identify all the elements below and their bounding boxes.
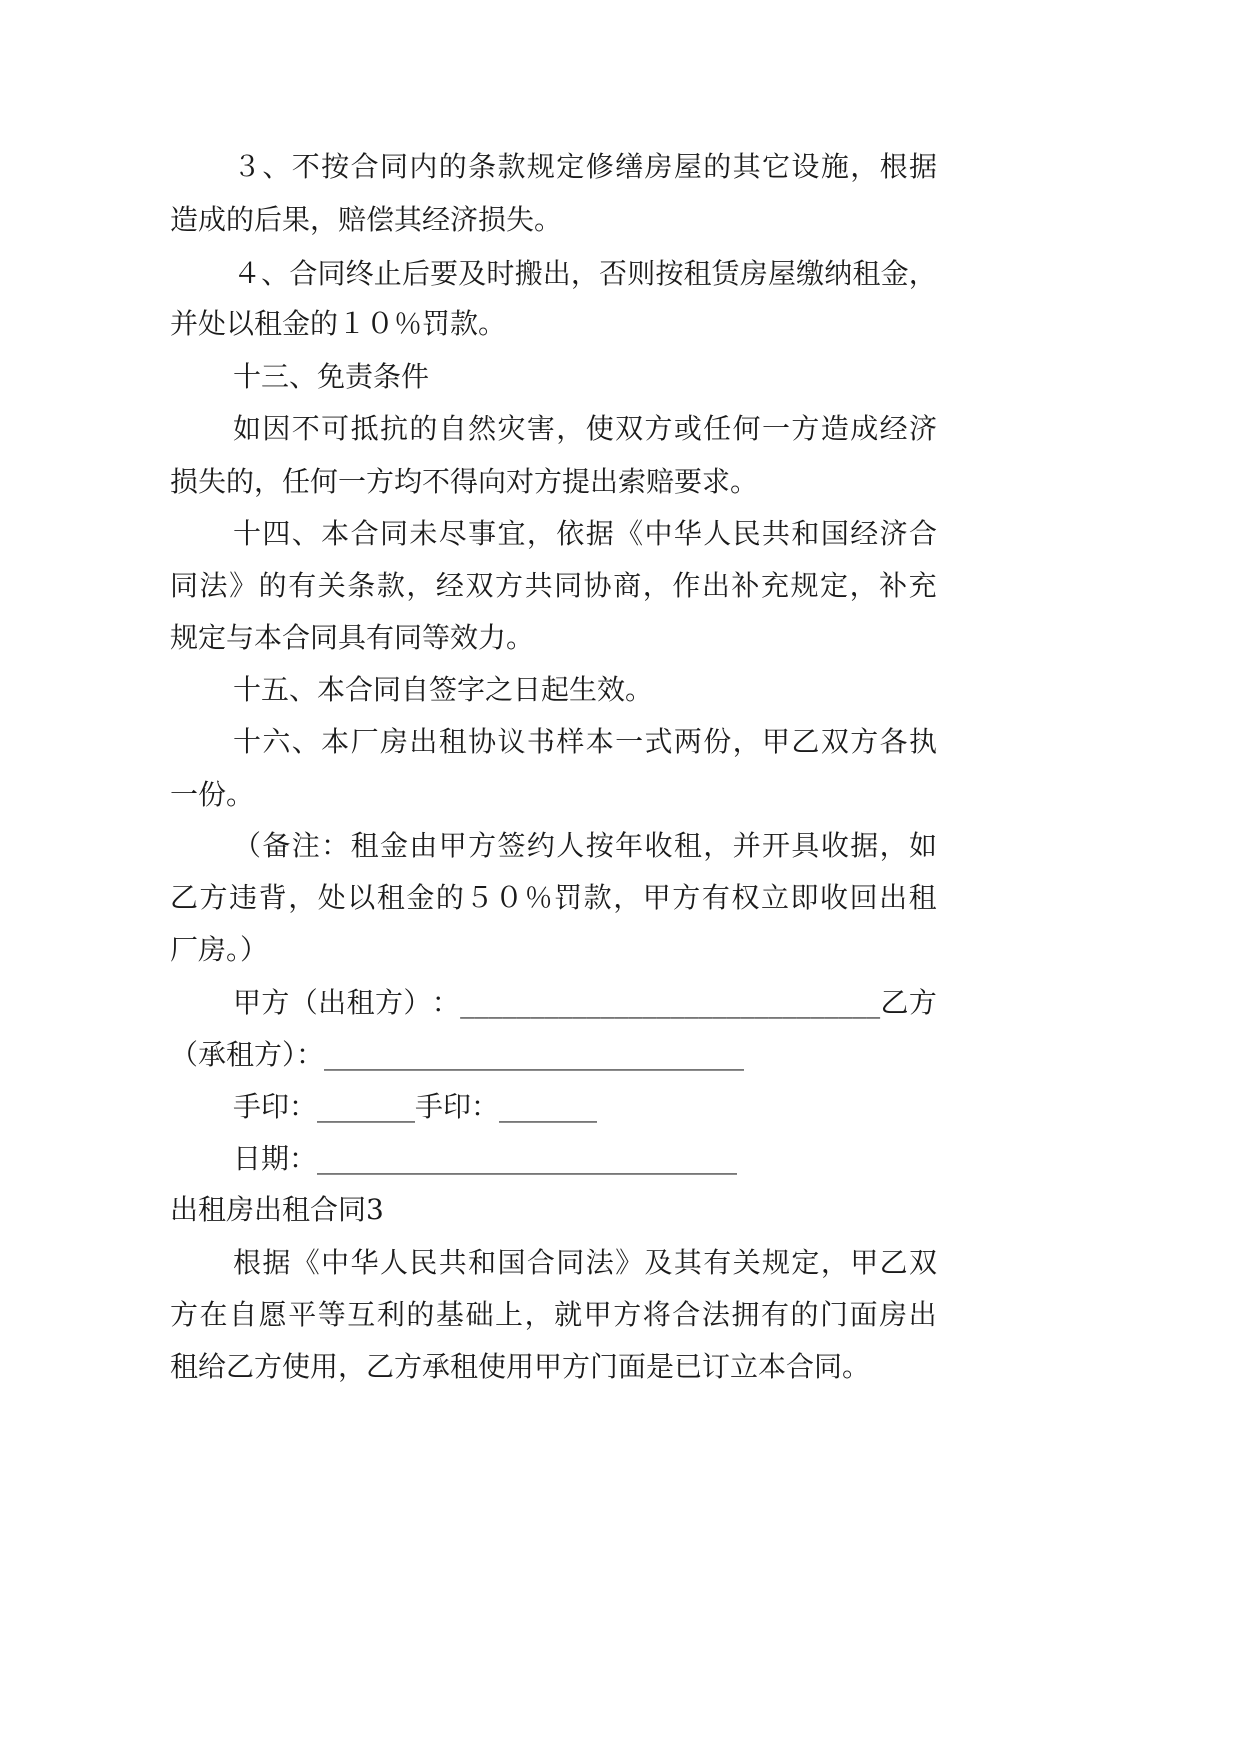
- glyph: 按: [585, 829, 614, 862]
- glyph: 甲: [762, 725, 791, 758]
- section-heading: 十三、免责条件: [233, 360, 430, 393]
- glyph: 乙: [170, 881, 199, 914]
- glyph: 国: [497, 1246, 526, 1279]
- glyph: ％: [524, 881, 553, 914]
- glyph: 、: [291, 517, 320, 550]
- glyph: 因: [262, 412, 291, 445]
- glyph: ：: [431, 986, 460, 1019]
- glyph: 华: [350, 1246, 379, 1279]
- glyph: 和: [791, 517, 820, 550]
- glyph: 础: [465, 1298, 494, 1331]
- glyph: 、: [261, 257, 290, 290]
- glyph: 双: [820, 725, 849, 758]
- glyph: 房: [644, 150, 673, 183]
- glyph: 利: [376, 1298, 405, 1331]
- glyph: 上: [495, 1298, 524, 1331]
- glyph: 充: [760, 569, 789, 602]
- glyph: 租: [673, 829, 702, 862]
- text-line: [233, 147, 937, 187]
- glyph: 抗: [379, 412, 408, 445]
- glyph: 互: [347, 1298, 376, 1331]
- glyph: 的: [703, 150, 732, 183]
- glyph: 同: [379, 150, 408, 183]
- glyph: 如: [233, 412, 262, 445]
- glyph: 金: [406, 881, 435, 914]
- glyph: 何: [732, 412, 761, 445]
- glyph: 并: [732, 829, 761, 862]
- glyph: 否: [599, 257, 628, 290]
- glyph: 违: [229, 881, 258, 914]
- glyph: 要: [430, 257, 459, 290]
- glyph: 补: [731, 569, 760, 602]
- text-line: 并处以租金的１０％罚款。: [170, 307, 507, 340]
- glyph: 同: [556, 1246, 585, 1279]
- glyph: 有: [701, 881, 730, 914]
- glyph: 出: [701, 569, 730, 602]
- glyph: ：: [321, 829, 350, 862]
- glyph: 就: [554, 1298, 583, 1331]
- glyph: 收: [820, 881, 849, 914]
- glyph: 注: [291, 829, 320, 862]
- glyph: 据: [850, 829, 879, 862]
- glyph: 按: [321, 150, 350, 183]
- glyph: 拥: [731, 1298, 760, 1331]
- glyph: 使: [585, 412, 614, 445]
- glyph: 甲: [583, 1298, 612, 1331]
- glyph: 议: [497, 725, 526, 758]
- glyph: 经: [850, 517, 879, 550]
- glyph: 济: [879, 517, 908, 550]
- glyph: 双: [465, 569, 494, 602]
- glyph: 民: [409, 1246, 438, 1279]
- glyph: 根: [879, 150, 908, 183]
- glyph: 租: [908, 881, 937, 914]
- glyph: 止: [373, 257, 402, 290]
- glyph: 处: [317, 881, 346, 914]
- glyph: 定: [556, 150, 585, 183]
- glyph: 开: [762, 829, 791, 862]
- glyph: ，: [524, 1298, 553, 1331]
- glyph: 双: [908, 1246, 937, 1279]
- glyph: 条: [347, 569, 376, 602]
- glyph: 十: [233, 725, 262, 758]
- glyph: 出: [409, 725, 438, 758]
- glyph: 协: [583, 569, 612, 602]
- glyph: 乙: [879, 1246, 908, 1279]
- glyph: 金: [880, 257, 909, 290]
- glyph: 中: [321, 1246, 350, 1279]
- glyph: 法: [701, 1298, 730, 1331]
- glyph: 房: [379, 725, 408, 758]
- glyph: 有: [760, 1298, 789, 1331]
- glyph: 华: [673, 517, 702, 550]
- glyph: 合: [526, 1246, 555, 1279]
- glyph: 租: [683, 257, 712, 290]
- glyph: 自: [438, 412, 467, 445]
- glyph: ）: [403, 986, 432, 1019]
- glyph: 据: [585, 517, 614, 550]
- date-line: 日期：______________________________: [233, 1142, 738, 1175]
- glyph: 》: [615, 1246, 644, 1279]
- glyph: 搬: [514, 257, 543, 290]
- glyph: 时: [486, 257, 515, 290]
- glyph: 《: [615, 517, 644, 550]
- text-line: [233, 514, 937, 554]
- glyph: 条: [468, 150, 497, 183]
- glyph: 、: [262, 150, 291, 183]
- glyph: ，: [908, 257, 937, 290]
- glyph: ４: [233, 257, 262, 290]
- glyph: 出: [318, 986, 347, 1019]
- glyph: 定: [820, 569, 849, 602]
- glyph: 关: [732, 1246, 761, 1279]
- glyph: 款: [376, 569, 405, 602]
- note-line: [170, 878, 937, 918]
- glyph: 根: [233, 1246, 262, 1279]
- text-line: 规定与本合同具有同等效力。: [170, 621, 535, 654]
- glyph: 关: [317, 569, 346, 602]
- glyph: 甲: [850, 1246, 879, 1279]
- glyph: 乙: [880, 986, 909, 1019]
- glyph: （: [233, 829, 262, 862]
- glyph: 备: [262, 829, 291, 862]
- glyph: 法: [199, 569, 228, 602]
- glyph: 平: [288, 1298, 317, 1331]
- glyph: 合: [350, 517, 379, 550]
- glyph: 六: [262, 725, 291, 758]
- glyph: 金: [379, 829, 408, 862]
- glyph: 方: [261, 986, 290, 1019]
- glyph: 方: [468, 829, 497, 862]
- glyph: 及: [458, 257, 487, 290]
- glyph: 由: [409, 829, 438, 862]
- glyph: 以: [347, 881, 376, 914]
- glyph: 商: [613, 569, 642, 602]
- glyph: 有: [703, 1246, 732, 1279]
- glyph: 方: [170, 1298, 199, 1331]
- glyph: 依: [556, 517, 585, 550]
- glyph: 国: [820, 517, 849, 550]
- glyph: 同: [317, 257, 346, 290]
- glyph: 作: [672, 569, 701, 602]
- glyph: 在: [199, 1298, 228, 1331]
- glyph: 未: [409, 517, 438, 550]
- glyph: 经: [879, 412, 908, 445]
- glyph: 施: [820, 150, 849, 183]
- text-line: [233, 722, 937, 762]
- glyph: 方: [199, 881, 228, 914]
- glyph: 各: [879, 725, 908, 758]
- glyph: 事: [468, 517, 497, 550]
- glyph: 方: [672, 881, 701, 914]
- glyph: 出: [908, 1298, 937, 1331]
- glyph: 将: [642, 1298, 671, 1331]
- glyph: 方: [495, 569, 524, 602]
- handprint-line: 手印：_______手印：_______: [233, 1090, 598, 1123]
- glyph: 租: [376, 881, 405, 914]
- glyph: （: [289, 986, 318, 1019]
- glyph: 害: [526, 412, 555, 445]
- glyph: 收: [644, 829, 673, 862]
- glyph: 基: [435, 1298, 464, 1331]
- glyph: 规: [790, 569, 819, 602]
- glyph: 租: [350, 829, 379, 862]
- glyph: 然: [468, 412, 497, 445]
- glyph: 双: [615, 412, 644, 445]
- glyph: 法: [585, 1246, 614, 1279]
- glyph: 按: [655, 257, 684, 290]
- glyph: 款: [583, 881, 612, 914]
- text-line: 造成的后果，赔偿其经济损失。: [170, 203, 563, 236]
- glyph: 及: [644, 1246, 673, 1279]
- glyph: 权: [731, 881, 760, 914]
- glyph: 中: [644, 517, 673, 550]
- glyph: 纳: [824, 257, 853, 290]
- glyph: 设: [791, 150, 820, 183]
- glyph: 方: [374, 986, 403, 1019]
- glyph: 合: [350, 150, 379, 183]
- glyph: 灾: [497, 412, 526, 445]
- glyph: 抵: [350, 412, 379, 445]
- glyph: 屋: [767, 257, 796, 290]
- glyph: 本: [585, 725, 614, 758]
- glyph: 修: [585, 150, 614, 183]
- glyph: 》: [229, 569, 258, 602]
- glyph: ，: [288, 881, 317, 914]
- glyph: ，: [613, 881, 642, 914]
- glyph: 或: [673, 412, 702, 445]
- glyph: 份: [703, 725, 732, 758]
- signature-party-a-line: [233, 983, 937, 1023]
- glyph: 两: [673, 725, 702, 758]
- contract-title: 出租房出租合同3: [170, 1193, 384, 1226]
- glyph: 罚: [554, 881, 583, 914]
- glyph: ０: [495, 881, 524, 914]
- text-line: 十五、本合同自签字之日起生效。: [233, 673, 654, 706]
- glyph: 宜: [497, 517, 526, 550]
- glyph: ，: [703, 829, 732, 862]
- text-line: [233, 1243, 937, 1283]
- text-line: 损失的，任何一方均不得向对方提出索赔要求。: [170, 465, 759, 498]
- glyph: 款: [497, 150, 526, 183]
- glyph: ，: [526, 517, 555, 550]
- glyph: 的: [435, 881, 464, 914]
- glyph: ，: [570, 257, 599, 290]
- glyph: 不: [291, 150, 320, 183]
- glyph: ，: [642, 569, 671, 602]
- glyph: 其: [732, 150, 761, 183]
- glyph: 其: [673, 1246, 702, 1279]
- glyph: 据: [908, 150, 937, 183]
- glyph: 方: [908, 986, 937, 1019]
- glyph: 租: [852, 257, 881, 290]
- glyph: 签: [497, 829, 526, 862]
- glyph: ，: [879, 829, 908, 862]
- glyph: ３: [233, 150, 262, 183]
- glyph: 合: [672, 1298, 701, 1331]
- glyph: 厂: [350, 725, 379, 758]
- glyph: 它: [762, 150, 791, 183]
- glyph: 四: [262, 517, 291, 550]
- glyph: 合: [908, 517, 937, 550]
- glyph: 补: [879, 569, 908, 602]
- glyph: 方: [644, 412, 673, 445]
- text-line: [233, 409, 937, 449]
- glyph: 回: [849, 881, 878, 914]
- glyph: 共: [438, 1246, 467, 1279]
- glyph: 成: [850, 412, 879, 445]
- glyph: 同: [170, 569, 199, 602]
- glyph: ，: [732, 725, 761, 758]
- glyph: 租: [346, 986, 375, 1019]
- glyph: 则: [627, 257, 656, 290]
- glyph: ５: [465, 881, 494, 914]
- glyph: 赁: [711, 257, 740, 290]
- glyph: 的: [438, 150, 467, 183]
- glyph: ，: [406, 569, 435, 602]
- glyph: 门: [820, 1298, 849, 1331]
- text-line: [170, 566, 937, 606]
- glyph: 面: [849, 1298, 878, 1331]
- glyph: 缴: [796, 257, 825, 290]
- glyph: 有: [288, 569, 317, 602]
- glyph: 经: [435, 569, 464, 602]
- glyph: 如: [908, 829, 937, 862]
- glyph: 房: [739, 257, 768, 290]
- glyph: 乙: [791, 725, 820, 758]
- glyph: 的: [409, 412, 438, 445]
- glyph: 式: [644, 725, 673, 758]
- glyph: 同: [554, 569, 583, 602]
- glyph: 可: [321, 412, 350, 445]
- glyph: 民: [732, 517, 761, 550]
- glyph: 甲: [233, 986, 262, 1019]
- glyph: 人: [703, 517, 732, 550]
- glyph: 出: [542, 257, 571, 290]
- glyph: ______________________________: [460, 986, 881, 1019]
- glyph: 不: [291, 412, 320, 445]
- note-line: 厂房。）: [170, 933, 269, 966]
- glyph: 共: [762, 517, 791, 550]
- glyph: 的: [406, 1298, 435, 1331]
- glyph: 方: [613, 1298, 642, 1331]
- glyph: 本: [321, 725, 350, 758]
- glyph: 甲: [642, 881, 671, 914]
- glyph: 共: [524, 569, 553, 602]
- glyph: 甲: [438, 829, 467, 862]
- glyph: 后: [401, 257, 430, 290]
- glyph: 定: [791, 1246, 820, 1279]
- glyph: 愿: [258, 1298, 287, 1331]
- glyph: 人: [556, 829, 585, 862]
- glyph: ，: [849, 569, 878, 602]
- glyph: 方: [791, 412, 820, 445]
- text-line: 租给乙方使用，乙方承租使用甲方门面是已订立本合同。: [170, 1350, 871, 1383]
- glyph: 济: [908, 412, 937, 445]
- glyph: 规: [526, 150, 555, 183]
- text-line: [233, 254, 937, 294]
- glyph: 合: [289, 257, 318, 290]
- glyph: 背: [258, 881, 287, 914]
- glyph: 出: [879, 881, 908, 914]
- glyph: 一: [615, 725, 644, 758]
- glyph: 具: [791, 829, 820, 862]
- glyph: 规: [762, 1246, 791, 1279]
- glyph: 造: [820, 412, 849, 445]
- glyph: 内: [409, 150, 438, 183]
- glyph: 样: [556, 725, 585, 758]
- glyph: 据: [262, 1246, 291, 1279]
- glyph: 、: [291, 725, 320, 758]
- text-line: 一份。: [170, 778, 255, 811]
- glyph: 收: [820, 829, 849, 862]
- glyph: 一: [762, 412, 791, 445]
- glyph: 协: [468, 725, 497, 758]
- glyph: 立: [760, 881, 789, 914]
- glyph: ，: [850, 150, 879, 183]
- glyph: 《: [291, 1246, 320, 1279]
- note-line: [233, 826, 937, 866]
- glyph: 即: [790, 881, 819, 914]
- glyph: 约: [526, 829, 555, 862]
- glyph: 房: [879, 1298, 908, 1331]
- glyph: ，: [820, 1246, 849, 1279]
- glyph: ，: [556, 412, 585, 445]
- glyph: 人: [379, 1246, 408, 1279]
- glyph: 方: [850, 725, 879, 758]
- signature-party-b-line: （承租方）：______________________________: [170, 1038, 745, 1071]
- glyph: 的: [258, 569, 287, 602]
- glyph: 本: [321, 517, 350, 550]
- glyph: 缮: [615, 150, 644, 183]
- glyph: 书: [526, 725, 555, 758]
- glyph: 任: [703, 412, 732, 445]
- glyph: 自: [229, 1298, 258, 1331]
- glyph: 执: [908, 725, 937, 758]
- glyph: 租: [438, 725, 467, 758]
- glyph: 的: [790, 1298, 819, 1331]
- glyph: 屋: [673, 150, 702, 183]
- glyph: 终: [345, 257, 374, 290]
- glyph: 尽: [438, 517, 467, 550]
- text-line: [170, 1295, 937, 1335]
- glyph: 和: [468, 1246, 497, 1279]
- glyph: 充: [908, 569, 937, 602]
- glyph: 年: [615, 829, 644, 862]
- glyph: 十: [233, 517, 262, 550]
- glyph: 等: [317, 1298, 346, 1331]
- glyph: 同: [379, 517, 408, 550]
